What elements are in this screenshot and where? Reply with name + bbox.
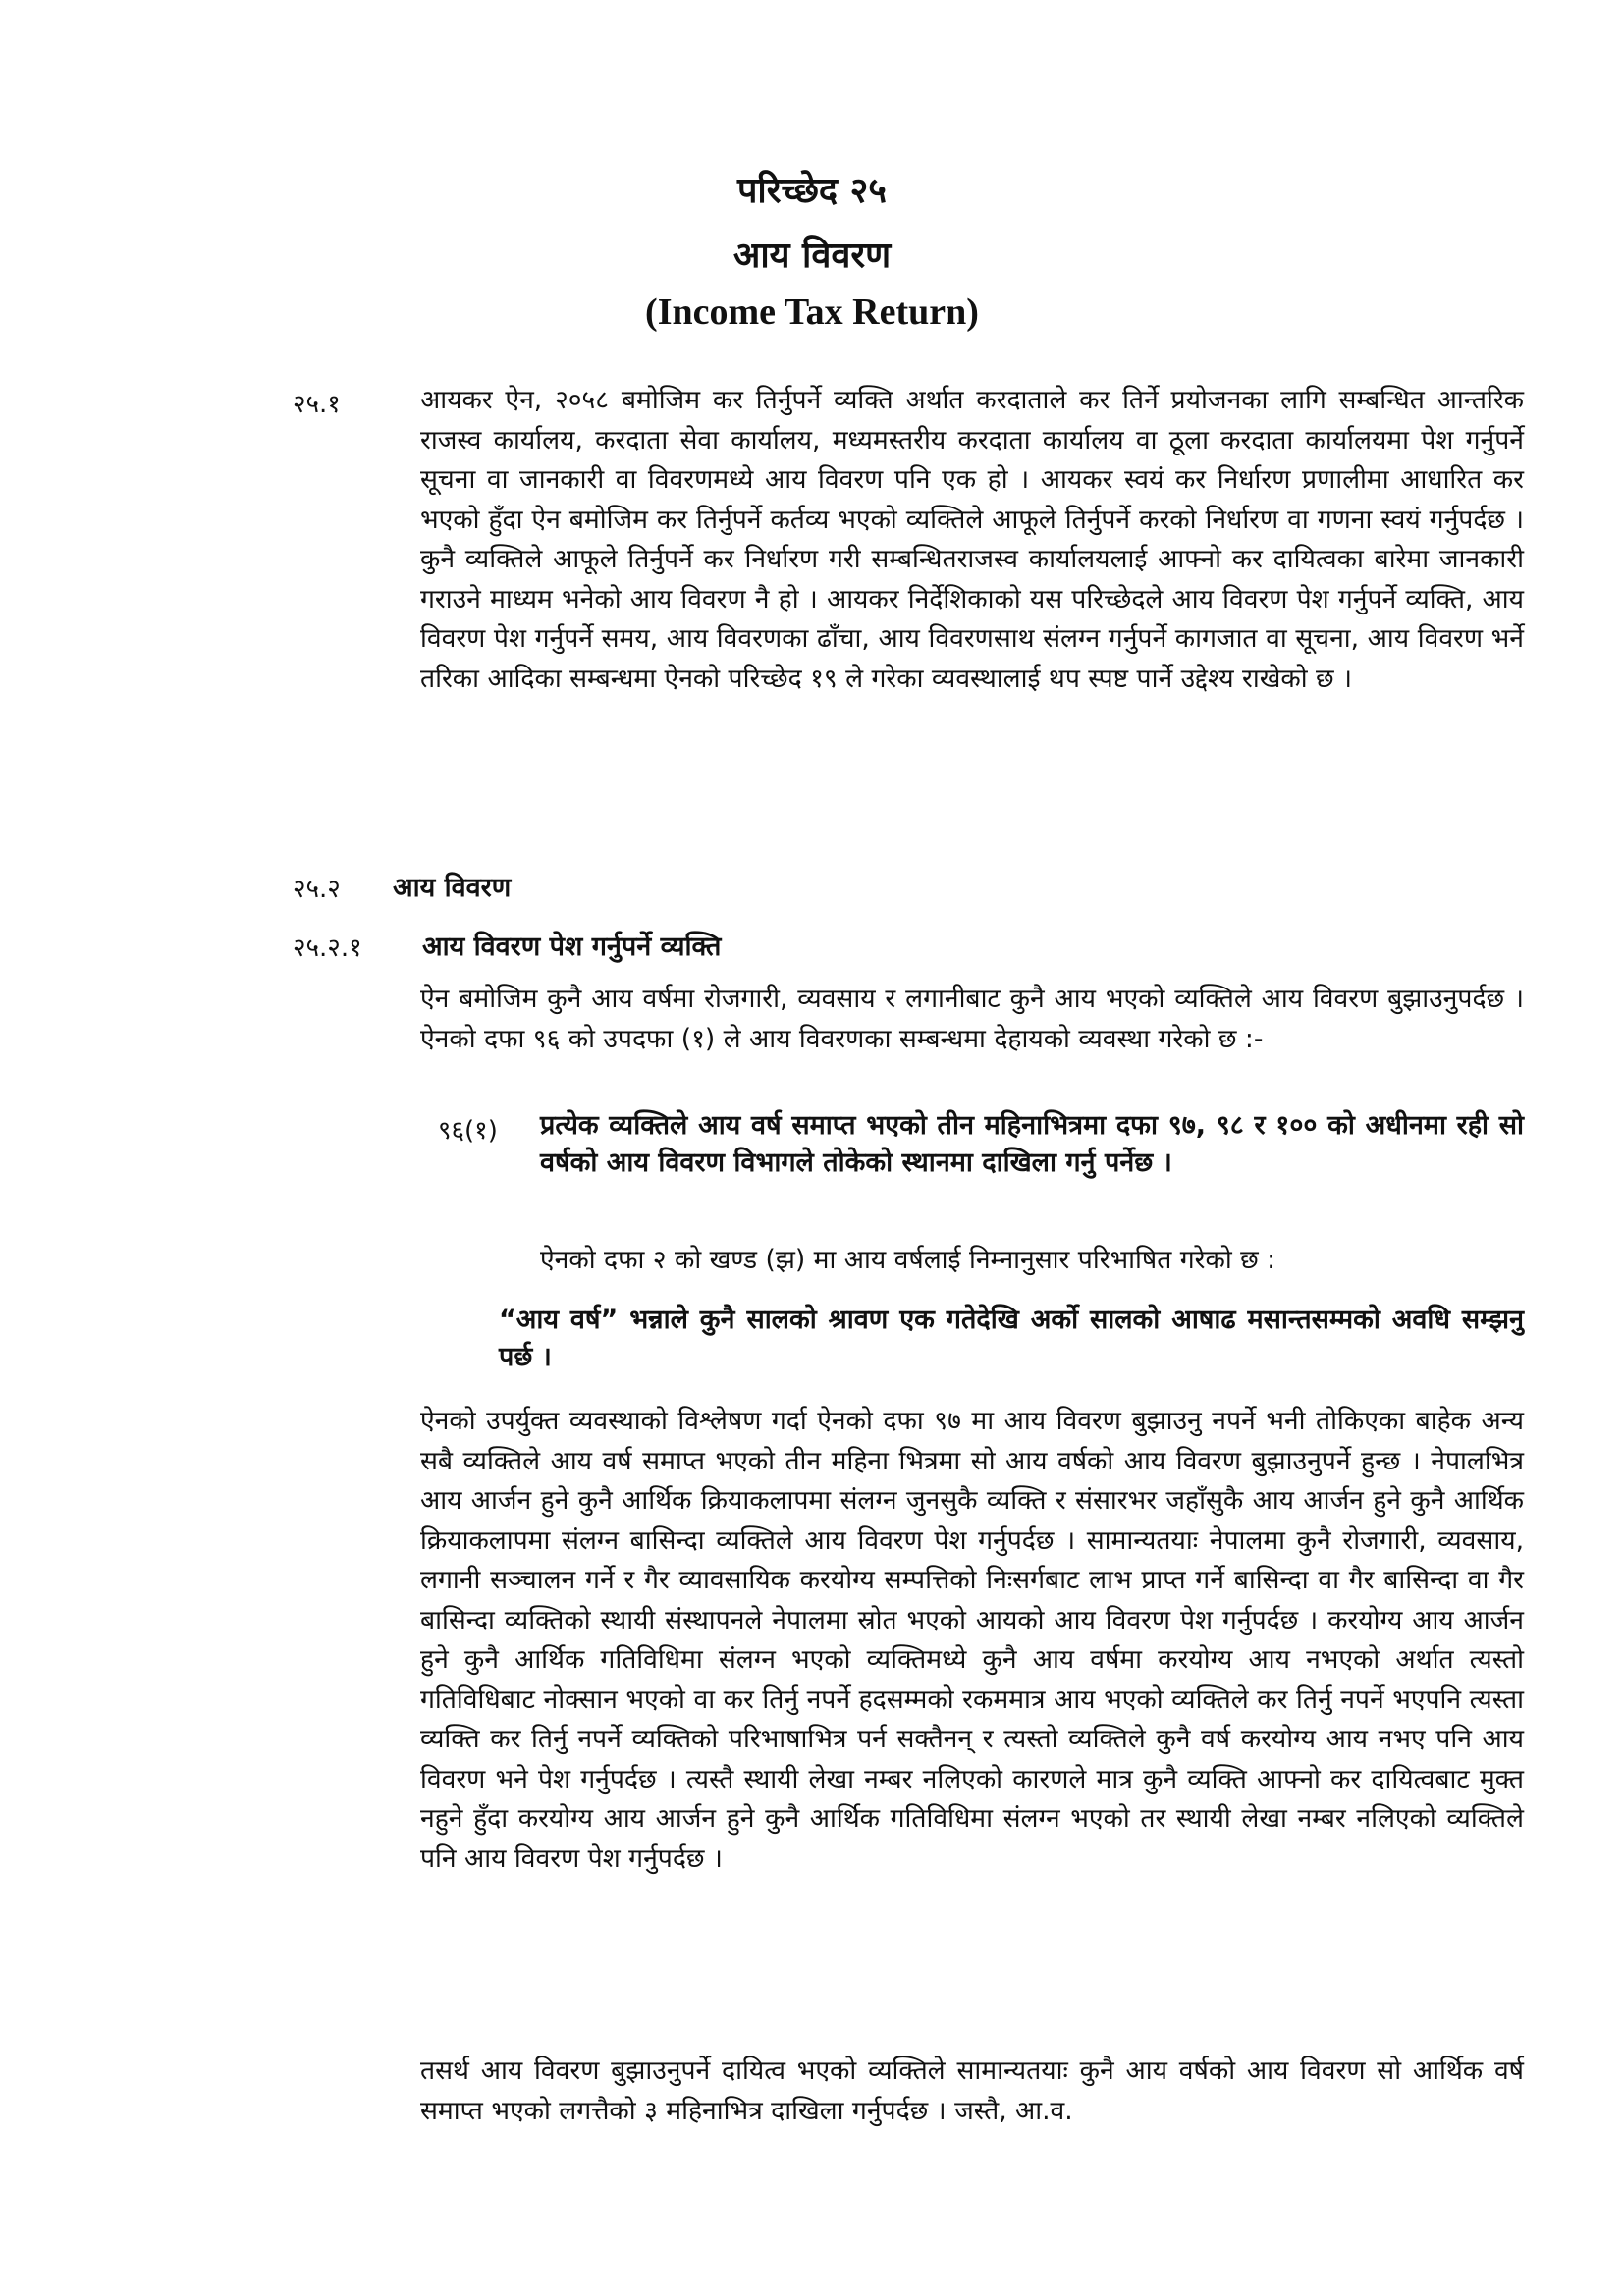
analysis-paragraph: ऐनको उपर्युक्त व्यवस्थाको विश्लेषण गर्दा ऐनको दफा ९७ मा आय विवरण बुझाउनु नपर्ने भनी तोकिएका बाहेक अन्य सबै व्यक्तिले आय वर्ष समाप्त भएको तीन महिना भित्रमा सो आय वर्षको आय विवरण बुझाउनुपर्ने हुन्छ । नेपालभित्र आय आर्जन हुने कुनै आर्थिक क्रियाकलापमा संलग्न जुनसुकै व्यक्ति र संसारभर जहाँसुकै आय आर्जन हुने कुनै आर्थिक क्रियाकलापमा संलग्न बासिन्दा व्यक्तिले आय विवरण पेश गर्नुपर्दछ । सामान्यतयाः नेपालमा कुनै रोजगारी, व्यवसाय, लगानी सञ्चालन गर्ने र गैर व्यावसायिक करयोग्य सम्पत्तिको निःसर्गबाट लाभ प्राप्त गर्ने बासिन्दा वा गैर बासिन्दा वा गैर बासिन्दा व्यक्तिको स्थायी संस्थापनले नेपालमा स्रोत भएको आयको आय विवरण पेश गर्नुपर्दछ । करयोग्य आय आर्जन हुने कुनै आर्थिक गतिविधिमा संलग्न भएको व्यक्तिमध्ये कुनै आय वर्षमा करयोग्य आय नभएको अर्थात त्यस्तो गतिविधिबाट नोक्सान भएको वा कर तिर्नु नपर्ने हदसम्मको रकममात्र आय भएको व्यक्तिले कर तिर्नु नपर्ने भएपनि त्यस्ता व्यक्ति कर तिर्नु नपर्ने व्यक्तिको परिभाषाभित्र पर्न सक्तैनन् र त्यस्तो व्यक्तिले कुनै वर्ष करयोग्य आय नभए पनि आय विवरण भने पेश गर्नुपर्दछ । त्यस्तै स्थायी लेखा नम्बर नलिएको कारणले मात्र कुनै व्यक्ति आफ्नो कर दायित्वबाट मुक्त नहुने हुँदा करयोग्य आय आर्जन हुने कुनै आर्थिक गतिविधिमा संलग्न भएको तर स्थायी लेखा नम्बर नलिएको व्यक्तिले पनि आय विवरण पेश गर्नुपर्दछ ।	[420, 1406, 1525, 1874]
section-25-2-title: आय विवरण	[393, 873, 512, 903]
conclusion-paragraph: तसर्थ आय विवरण बुझाउनुपर्ने दायित्व भएको व्यक्तिले सामान्यतयाः कुनै आय वर्षको आय विवरण सो आर्थिक वर्ष समाप्त भएको लगत्तैको ३ महिनाभित्र दाखिला गर्नुपर्दछ । जस्तै, आ.व.	[420, 2056, 1524, 2126]
definition-intro: ऐनको दफा २ को खण्ड (झ) मा आय वर्षलाई निम्नानुसार परिभाषित गरेको छ :	[540, 1245, 1276, 1275]
section-number-25-2-1: २५.२.१	[293, 934, 362, 963]
clause-number: ९६(१)	[438, 1116, 498, 1146]
section-25-1-paragraph: आयकर ऐन, २०५८ बमोजिम कर तिर्नुपर्ने व्यक्ति अर्थात करदाताले कर तिर्ने प्रयोजनका लागि सम्बन्धित आन्तरिक राजस्व कार्यालय, करदाता सेवा कार्यालय, मध्यमस्तरीय करदाता कार्यालय वा ठूला करदाता कार्यालयमा पेश गर्नुपर्ने सूचना वा जानकारी वा विवरणमध्ये आय विवरण पनि एक हो । आयकर स्वयं कर निर्धारण प्रणालीमा आधारित कर भएको हुँदा ऐन बमोजिम कर तिर्नुपर्ने कर्तव्य भएको व्यक्तिले आफूले तिर्नुपर्ने करको निर्धारण वा गणना स्वयं गर्नुपर्दछ । कुनै व्यक्तिले आफूले तिर्नुपर्ने कर निर्धारण गरी सम्बन्धितराजस्व कार्यालयलाई आफ्नो कर दायित्वका बारेमा जानकारी गराउने माध्यम भनेको आय विवरण नै हो । आयकर निर्देशिकाको यस परिच्छेदले आय विवरण पेश गर्नुपर्ने व्यक्ति, आय विवरण पेश गर्नुपर्ने समय, आय विवरणका ढाँचा, आय विवरणसाथ संलग्न गर्नुपर्ने कागजात वा सूचना, आय विवरण भर्ने तरिका आदिका सम्बन्धमा ऐनको परिच्छेद १९ ले गरेका व्यवस्थालाई थप स्पष्ट पार्ने उद्देश्य राखेको छ ।	[420, 385, 1524, 694]
chapter-heading: परिच्छेद २५	[736, 171, 888, 211]
section-number-25-1: २५.१	[293, 390, 341, 419]
clause-text: प्रत्येक व्यक्तिले आय वर्ष समाप्त भएको तीन महिनाभित्रमा दफा ९७, ९८ र १०० को अधीनमा रही सो वर्षको आय विवरण विभागले तोकेको स्थानमा दाखिला गर्नु पर्नेछ ।	[540, 1110, 1524, 1178]
chapter-title: आय विवरण	[732, 236, 892, 276]
section-number-25-2: २५.२	[293, 875, 341, 904]
section-25-2-1-title: आय विवरण पेश गर्नुपर्ने व्यक्ति	[422, 932, 722, 962]
section-25-2-1-intro: ऐन बमोजिम कुनै आय वर्षमा रोजगारी, व्यवसाय र लगानीबाट कुनै आय भएको व्यक्तिले आय विवरण बुझाउनुपर्दछ । ऐनको दफा ९६ को उपदफा (१) ले आय विवरणका सम्बन्धमा देहायको व्यवस्था गरेको छ :-	[420, 984, 1524, 1054]
chapter-subtitle: (Income Tax Return)	[645, 292, 979, 333]
definition-quote: “आय वर्ष” भन्नाले कुनै सालको श्रावण एक गतेदेखि अर्को सालको आषाढ मसान्तसम्मको अवधि सम्झनु पर्छ ।	[499, 1305, 1524, 1372]
